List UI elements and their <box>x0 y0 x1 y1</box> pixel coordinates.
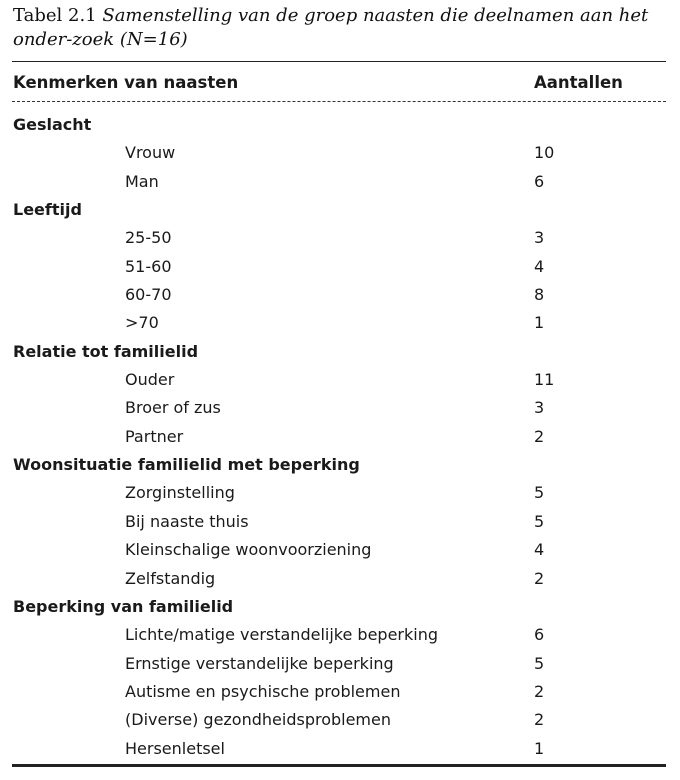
table-body <box>13 110 663 762</box>
table-number: Tabel 2.1 <box>13 5 97 26</box>
table-group-row <box>13 195 663 223</box>
header-characteristics: Kenmerken van naasten <box>13 73 239 92</box>
table-row <box>13 649 663 677</box>
table-group-row <box>13 450 663 478</box>
row-label: Hersenletsel <box>125 738 225 758</box>
row-count: 6 <box>534 625 545 645</box>
row-label: Ernstige verstandelijke beperking <box>125 653 394 673</box>
row-label: Man <box>125 171 159 191</box>
table-row <box>13 365 663 393</box>
row-label: (Diverse) gezondheidsproblemen <box>125 710 391 730</box>
row-label: Zorginstelling <box>125 483 235 503</box>
table-row <box>13 564 663 592</box>
table-row <box>13 223 663 251</box>
table-row <box>13 138 663 166</box>
table-row <box>13 507 663 535</box>
group-heading: Leeftijd <box>13 200 82 220</box>
table-row <box>13 422 663 450</box>
table-title: Samenstelling van de groep naasten die deelnamen aan het onder-zoek (N=16) <box>13 5 649 50</box>
table-caption <box>13 4 668 52</box>
table-row <box>13 620 663 648</box>
table-row <box>13 393 663 421</box>
row-count: 2 <box>534 710 545 730</box>
row-count: 2 <box>534 681 545 701</box>
group-heading: Beperking van familielid <box>13 596 234 616</box>
table-bottom-rule <box>12 764 666 767</box>
table-row <box>13 280 663 308</box>
row-count: 5 <box>534 511 545 531</box>
row-label: Vrouw <box>125 143 176 163</box>
row-count: 11 <box>534 370 555 390</box>
row-label: 60-70 <box>125 285 172 305</box>
row-label: 25-50 <box>125 228 172 248</box>
table-group-row <box>13 110 663 138</box>
table-group-row <box>13 592 663 620</box>
table-group-row <box>13 337 663 365</box>
row-count: 3 <box>534 398 545 418</box>
row-count: 10 <box>534 143 555 163</box>
table-row <box>13 705 663 733</box>
row-count: 2 <box>534 426 545 446</box>
table-row <box>13 478 663 506</box>
row-label: Lichte/matige verstandelijke beperking <box>125 625 438 645</box>
row-label: Partner <box>125 426 184 446</box>
row-label: Broer of zus <box>125 398 221 418</box>
table-row <box>13 252 663 280</box>
row-label: Bij naaste thuis <box>125 511 249 531</box>
group-heading: Woonsituatie familielid met beperking <box>13 455 360 475</box>
row-count: 1 <box>534 313 545 333</box>
row-count: 8 <box>534 285 545 305</box>
table-top-rule <box>12 61 666 62</box>
table-header <box>13 70 663 98</box>
row-label: Kleinschalige woonvoorziening <box>125 540 372 560</box>
table-row <box>13 167 663 195</box>
table-row <box>13 734 663 762</box>
row-label: Autisme en psychische problemen <box>125 681 401 701</box>
table-header-divider <box>12 101 666 102</box>
row-count: 2 <box>534 568 545 588</box>
table-row <box>13 535 663 563</box>
row-count: 4 <box>534 540 545 560</box>
row-label: Zelfstandig <box>125 568 216 588</box>
row-count: 5 <box>534 653 545 673</box>
row-count: 4 <box>534 256 545 276</box>
table-row <box>13 677 663 705</box>
header-counts: Aantallen <box>534 73 623 92</box>
row-label: 51-60 <box>125 256 172 276</box>
row-count: 5 <box>534 483 545 503</box>
row-label: >70 <box>125 313 159 333</box>
group-heading: Geslacht <box>13 115 92 134</box>
row-label: Ouder <box>125 370 175 390</box>
table-row <box>13 308 663 336</box>
row-count: 1 <box>534 738 545 758</box>
row-count: 6 <box>534 171 545 191</box>
group-heading: Relatie tot familielid <box>13 341 199 361</box>
row-count: 3 <box>534 228 545 248</box>
